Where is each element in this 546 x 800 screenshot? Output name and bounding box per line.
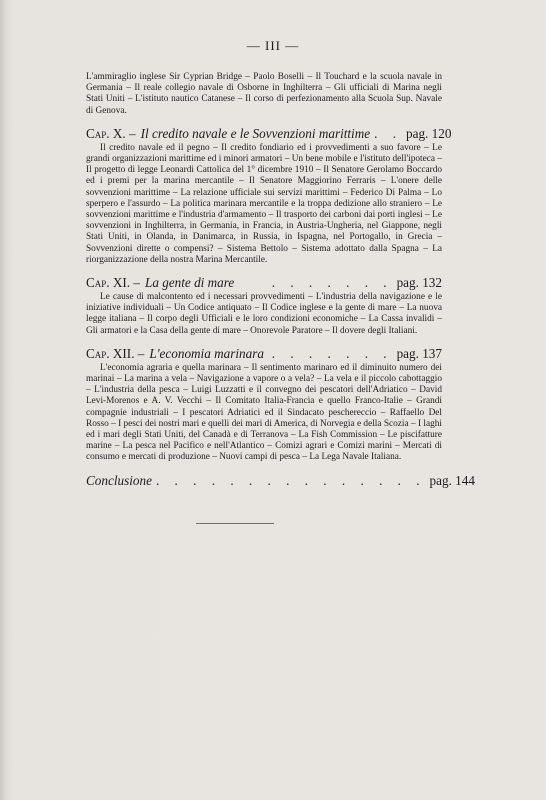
- chapter-entry-xii: [86, 346, 442, 464]
- chapter-heading: [86, 275, 442, 290]
- chapter-label: Cap. XI. –: [86, 275, 140, 291]
- divider-rule: [196, 523, 274, 524]
- leader-dots: . . . . . . .: [271, 275, 393, 291]
- chapter-summary: Le cause di malcontento ed i necessari provvedimenti – L'industria della navigazione e le iniziative individuali – Un Codice antiquato – Il Codice inglese e la gente di mare – La nuova legge italiana – Il corpo degli Ufficiali e le loro condizioni economiche – La Cassa invalidi – Gli armatori e la Casa della gente di mare – Onorevole Paratore – Il dovere degli Italiani.: [86, 292, 442, 336]
- intro-summary: L'ammiraglio inglese Sir Cyprian Bridge – Paolo Boselli – Il Touchard e la scuola navale in Germania – Il reale collegio navale di Osborne in Inghilterra – Gli ufficiali di Marina negli Stati Uniti – L'istituto nautico Catanese – Il corso di perfezionamento alla Scuola Sup. Navale di Genova.: [86, 72, 442, 116]
- table-of-contents: [86, 72, 475, 490]
- chapter-page: pag. 120: [406, 125, 452, 141]
- conclusion-page: pag. 144: [429, 472, 475, 488]
- chapter-title: L'economia marinara: [149, 345, 264, 361]
- chapter-entry-x: [86, 125, 452, 266]
- chapter-heading: [86, 125, 452, 141]
- conclusion-title: Conclusione: [86, 472, 152, 488]
- leader-dots: . .: [374, 125, 402, 141]
- chapter-label: Cap. X. –: [86, 125, 136, 141]
- leader-dots: . . . . . . .: [271, 345, 393, 361]
- chapter-summary: Il credito navale ed il pegno – Il credito fondiario ed i provvedimenti a suo favore – Le grandi organizzazioni marittime ed i minori armatori – Un bene mobile e l'istituto dell'ipoteca – Il progetto di legge Leonardi Cattolica del 1° dicembre 1910 – Il Senatore Gerolamo Boccardo ed i premi per la marina mercantile – Il Senatore Maggiorino Ferraris – L'onere delle sovvenzioni marittime – La relazione ufficiale sui servizi marittimi – Federico Di Palma – Lo sperpero e l'assurdo – La politica marinara mercantile e la troppa dedizione allo straniero – Le sovvenzioni marittime e l'industria d'armamento – Il trasporto dei carboni dai porti inglesi – Le sovvenzioni in Inghilterra, in Germania, in Francia, in Austria-Ungheria, nel Giappone, negli Stati Uniti, in Olanda, in Danimarca, in Russia, in Ispagna, nel Portogallo, in Grecia – Sovvenzioni dirette o compensi? – Sistema Bettolo – Sistema adottato dalla Spagna – La riorganizzazione della nostra Marina Mercantile.: [86, 142, 442, 265]
- chapter-title: Il credito navale e le Sovvenzioni marittime: [140, 125, 371, 141]
- chapter-page: pag. 132: [396, 275, 442, 291]
- chapter-heading: [86, 346, 442, 361]
- chapter-entry-xi: [86, 275, 442, 337]
- chapter-label: Cap. XII. –: [86, 345, 145, 361]
- page-number: — III —: [246, 38, 300, 53]
- chapter-page: pag. 137: [396, 345, 442, 361]
- chapter-title: La gente di mare: [145, 275, 235, 291]
- conclusion-entry: [86, 472, 475, 488]
- chapter-summary: L'economia agraria e quella marinara – Il sentimento marinaro ed il diminuito numero dei marinai – La marina a vela – Navigazione a vapore o a vela? – La vela e il piccolo cabottaggio – L'industria della pesca – Luigi Luzzatti e il convegno dei pescatori dell'Adriatico – David Levi-Morenos e A. V. Vecchi – Il Comitato Italia-Francia e quello Franco-Italie – Grandi compagnie industriali – I pescatori Adriatici ed il Sindacato peschereccio – Raffaello Del Rosso – I pesci dei nostri mari e quelli dei mari di America, di Norvegia e della Scozia – I laghi ed i mari degli Stati Uniti, del Canadà e di Terranova – La Fish Commission – Le piscifatture marine – La pesca nel Pacifico e nell'Atlantico – Comizi agrari e Comizi marini – Mercati di consumo e mercati di produzione – Nuovi campi di pesca – La Lega Navale Italiana.: [86, 362, 442, 463]
- leader-dots: . . . . . . . . . . . . . . .: [155, 472, 426, 488]
